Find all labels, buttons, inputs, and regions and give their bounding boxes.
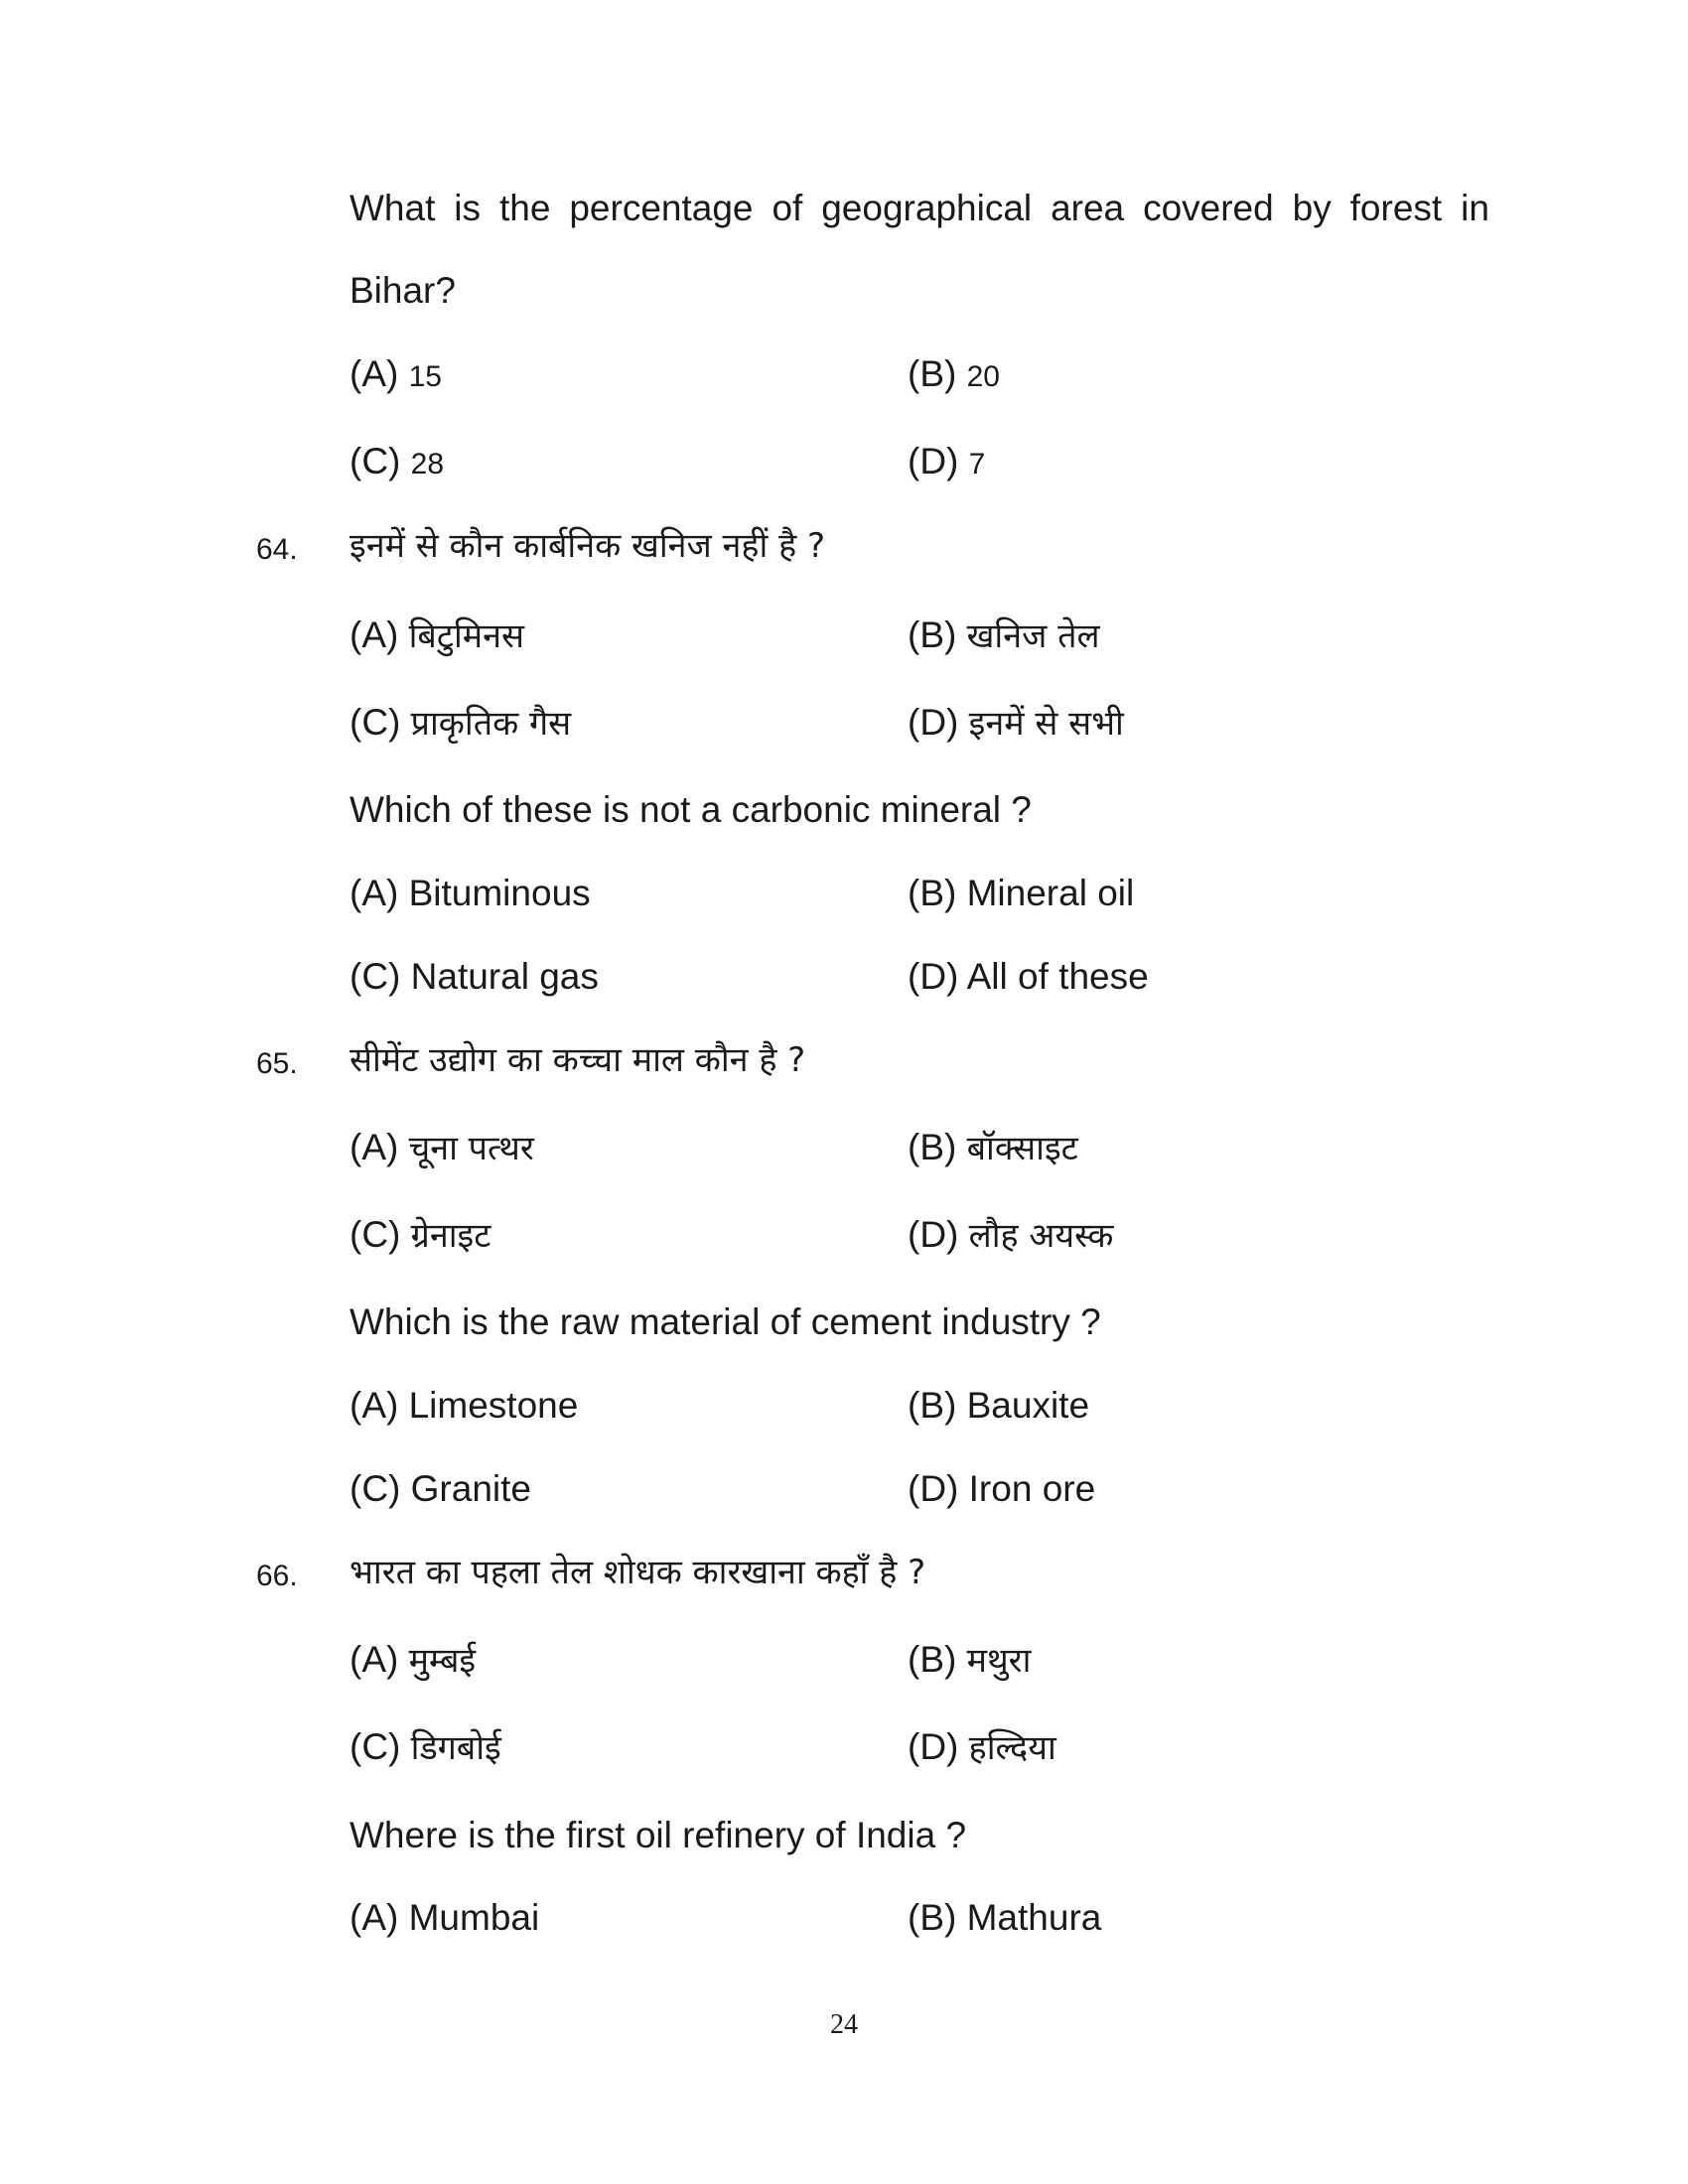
word: forest	[1349, 188, 1443, 228]
option-text: हल्दिया	[968, 1728, 1056, 1768]
word: covered	[1143, 188, 1274, 228]
option-text: Bauxite	[966, 1385, 1090, 1426]
question-65-text-hindi: सीमेंट उद्योग का कच्चा माल कौन है ?	[350, 1040, 806, 1080]
option-text: मथुरा	[966, 1641, 1032, 1681]
option-label: (D)	[908, 1726, 959, 1767]
option-label: (C)	[350, 702, 401, 743]
q64-option-c-hindi[interactable]	[350, 699, 571, 748]
option-text: लौह अयस्क	[968, 1216, 1114, 1256]
option-label: (A)	[350, 614, 399, 655]
question-63-text-line-2: Bihar?	[350, 270, 456, 311]
word: area	[1051, 188, 1125, 228]
q64-option-b-hindi[interactable]	[908, 612, 1100, 660]
option-label: (D)	[908, 1468, 959, 1509]
word: geographical	[821, 188, 1033, 228]
option-label: (B)	[908, 353, 957, 394]
page-number: 24	[830, 2009, 858, 2040]
option-label: (D)	[908, 956, 959, 997]
question-65-number: 65.	[256, 1047, 298, 1080]
option-text: डिगबोई	[410, 1728, 501, 1768]
option-text: 28	[410, 448, 445, 480]
q66-option-b[interactable]	[908, 1894, 1101, 1942]
option-text: Granite	[410, 1468, 531, 1509]
option-label: (D)	[908, 702, 959, 743]
q64-option-a-hindi[interactable]	[350, 612, 524, 660]
q65-option-c-hindi[interactable]	[350, 1211, 491, 1260]
q66-option-c-hindi[interactable]	[350, 1723, 501, 1772]
option-text: खनिज तेल	[966, 616, 1100, 656]
option-label: (C)	[350, 1214, 401, 1255]
question-66-text-english: Where is the first oil refinery of India ?	[350, 1815, 967, 1855]
option-text: Limestone	[408, 1385, 579, 1426]
option-label: (A)	[350, 1897, 399, 1938]
q63-option-b[interactable]	[908, 350, 1000, 401]
option-label: (A)	[350, 873, 399, 913]
option-label: (B)	[908, 1385, 957, 1426]
question-66-text-hindi: भारत का पहला तेल शोधक कारखाना कहाँ है ?	[350, 1553, 926, 1592]
q65-option-a[interactable]	[350, 1382, 578, 1430]
q64-option-d-hindi[interactable]	[908, 699, 1124, 748]
q65-option-d-hindi[interactable]	[908, 1211, 1113, 1260]
option-label: (A)	[350, 353, 399, 394]
q65-option-b-hindi[interactable]	[908, 1124, 1078, 1172]
option-text: ग्रेनाइट	[410, 1216, 492, 1256]
q63-option-c[interactable]	[350, 438, 444, 488]
option-text: इनमें से सभी	[968, 704, 1124, 744]
q66-option-a[interactable]	[350, 1894, 539, 1942]
option-text: Bituminous	[408, 873, 591, 913]
q65-option-a-hindi[interactable]	[350, 1124, 534, 1172]
option-text: 20	[966, 360, 1000, 393]
q65-option-c[interactable]	[350, 1465, 531, 1513]
q63-option-d[interactable]	[908, 438, 985, 488]
option-text: 7	[968, 448, 986, 480]
option-label: (C)	[350, 956, 401, 997]
option-label: (B)	[908, 1897, 957, 1938]
question-66-number: 66.	[256, 1560, 298, 1592]
option-text: प्राकृतिक गैस	[410, 704, 572, 744]
q64-option-a[interactable]	[350, 870, 591, 917]
option-text: 15	[408, 360, 442, 393]
option-label: (B)	[908, 873, 957, 913]
q66-option-b-hindi[interactable]	[908, 1636, 1031, 1685]
word: What	[350, 188, 436, 228]
word: in	[1461, 188, 1489, 228]
word: is	[454, 188, 482, 228]
word: of	[772, 188, 803, 228]
question-64-number: 64.	[256, 533, 298, 566]
q64-option-c[interactable]	[350, 953, 599, 1001]
q64-option-b[interactable]	[908, 870, 1134, 917]
option-text: Mathura	[966, 1897, 1102, 1938]
q64-option-d[interactable]	[908, 953, 1149, 1001]
question-63-text-line-1	[350, 185, 1489, 232]
question-65-text-english: Which is the raw material of cement industry ?	[350, 1301, 1101, 1342]
option-label: (C)	[350, 1468, 401, 1509]
option-text: All of these	[966, 956, 1149, 997]
option-text: बिटुमिनस	[408, 616, 524, 656]
q65-option-d[interactable]	[908, 1465, 1095, 1513]
question-64-text-english: Which of these is not a carbonic mineral ?	[350, 789, 1032, 830]
option-text: Iron ore	[968, 1468, 1096, 1509]
option-label: (C)	[350, 441, 401, 481]
question-64-text-hindi: इनमें से कौन कार्बनिक खनिज नहीं है ?	[350, 526, 825, 566]
word: percentage	[569, 188, 754, 228]
q63-option-a[interactable]	[350, 350, 442, 401]
option-label: (A)	[350, 1639, 399, 1680]
q66-option-d-hindi[interactable]	[908, 1723, 1056, 1772]
option-text: Natural gas	[410, 956, 599, 997]
option-label: (B)	[908, 1127, 957, 1167]
option-label: (B)	[908, 614, 957, 655]
option-label: (C)	[350, 1726, 401, 1767]
option-label: (D)	[908, 441, 959, 481]
option-label: (B)	[908, 1639, 957, 1680]
option-label: (A)	[350, 1127, 399, 1167]
word: by	[1292, 188, 1332, 228]
option-text: बॉक्साइट	[966, 1129, 1078, 1168]
option-label: (D)	[908, 1214, 959, 1255]
option-text: चूना पत्थर	[408, 1129, 534, 1168]
q66-option-a-hindi[interactable]	[350, 1636, 476, 1685]
q65-option-b[interactable]	[908, 1382, 1089, 1430]
option-text: मुम्बई	[408, 1641, 477, 1681]
option-text: Mineral oil	[966, 873, 1135, 913]
option-text: Mumbai	[408, 1897, 540, 1938]
word: the	[498, 188, 551, 228]
option-label: (A)	[350, 1385, 399, 1426]
